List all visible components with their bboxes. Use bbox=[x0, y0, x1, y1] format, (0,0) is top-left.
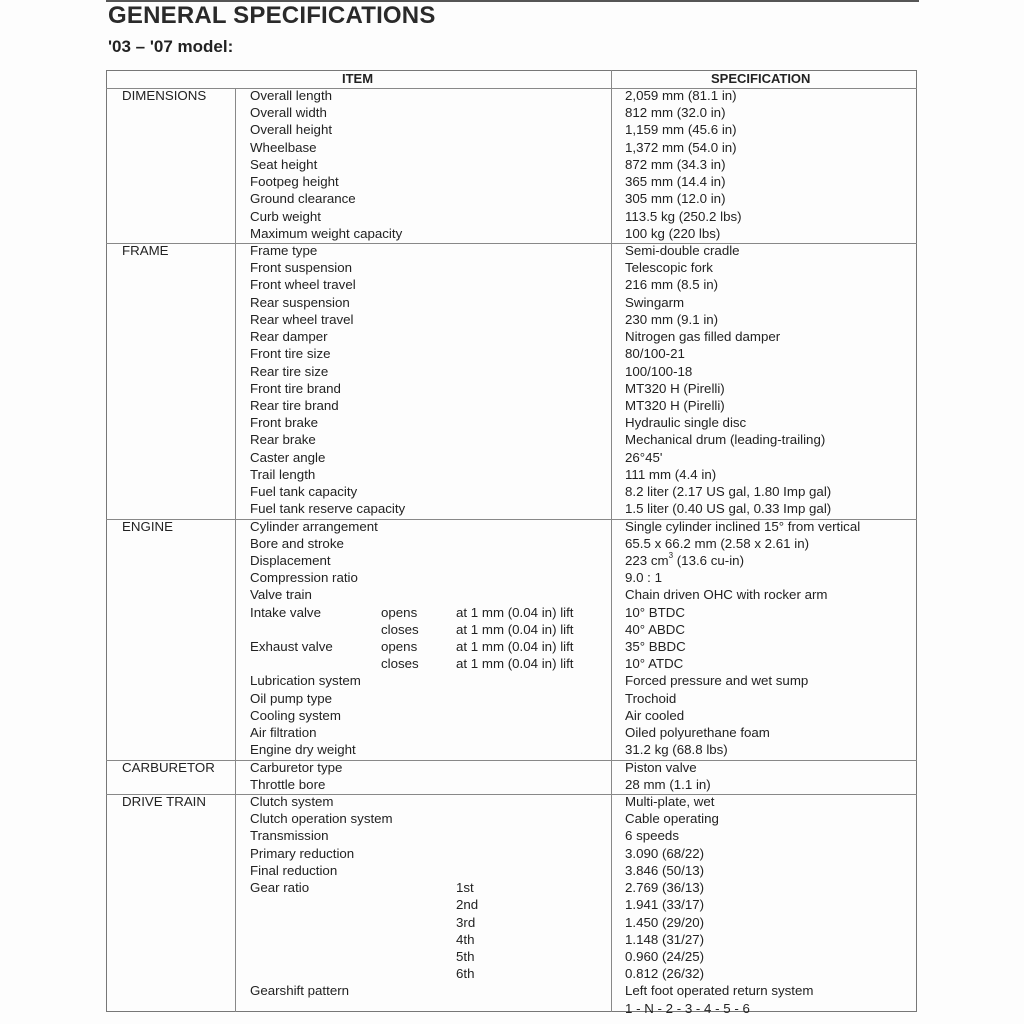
spec-value: Air cooled bbox=[625, 707, 685, 723]
item-label: Overall height bbox=[250, 122, 333, 138]
item-label: Front suspension bbox=[250, 260, 352, 276]
item-label: Gearshift pattern bbox=[250, 983, 350, 999]
spec-value: 365 mm (14.4 in) bbox=[625, 174, 726, 190]
spec-value: Nitrogen gas filled damper bbox=[625, 329, 781, 345]
spec-value: 216 mm (8.5 in) bbox=[625, 277, 719, 293]
category-label: FRAME bbox=[122, 242, 169, 258]
item-label: Fuel tank capacity bbox=[250, 484, 358, 500]
valve-event-label: closes bbox=[381, 656, 419, 672]
valve-lift-label: at 1 mm (0.04 in) lift bbox=[456, 621, 574, 637]
item-label: Valve train bbox=[250, 587, 312, 603]
item-label: Footpeg height bbox=[250, 174, 339, 190]
item-label: Front wheel travel bbox=[250, 277, 356, 293]
gear-label: 5th bbox=[456, 949, 475, 964]
gear-label: 2nd bbox=[456, 897, 479, 913]
spec-value: 26°45' bbox=[625, 449, 663, 465]
spec-value: Left foot operated return system bbox=[625, 983, 814, 999]
page-subtitle: '03 – '07 model: bbox=[108, 37, 234, 56]
spec-value: 8.2 liter (2.17 US gal, 1.80 Imp gal) bbox=[625, 484, 832, 500]
spec-value: 3.090 (68/22) bbox=[625, 845, 705, 861]
spec-value: 1.5 liter (0.40 US gal, 0.33 Imp gal) bbox=[625, 501, 832, 517]
item-label: Air filtration bbox=[250, 725, 317, 741]
item-label: Caster angle bbox=[250, 449, 326, 465]
spec-value: 230 mm (9.1 in) bbox=[625, 311, 719, 327]
item-label: Clutch system bbox=[250, 794, 334, 810]
section-divider bbox=[106, 243, 917, 244]
item-label: Front brake bbox=[250, 415, 318, 431]
item-label: Cylinder arrangement bbox=[250, 518, 378, 534]
valve-event-label: closes bbox=[381, 621, 419, 637]
gear-label: 1st bbox=[456, 880, 474, 896]
spec-value: Telescopic fork bbox=[625, 260, 713, 276]
item-label: Engine dry weight bbox=[250, 742, 356, 758]
spec-value: Hydraulic single disc bbox=[625, 415, 747, 431]
spec-value: Oiled polyurethane foam bbox=[625, 725, 770, 741]
item-label: Oil pump type bbox=[250, 690, 333, 706]
spec-value: 31.2 kg (68.8 lbs) bbox=[625, 742, 728, 758]
item-label: Curb weight bbox=[250, 208, 321, 224]
section-divider bbox=[106, 760, 917, 761]
item-label: Trail length bbox=[250, 466, 316, 482]
item-label: Clutch operation system bbox=[250, 811, 393, 827]
item-label: Overall width bbox=[250, 105, 327, 121]
gear-label: 4th bbox=[456, 931, 475, 947]
category-label: CARBURETOR bbox=[122, 759, 215, 775]
spec-value: 0.812 (26/32) bbox=[625, 966, 705, 982]
item-label: Lubrication system bbox=[250, 673, 361, 689]
item-label: Rear brake bbox=[250, 432, 316, 448]
spec-value: 1,372 mm (54.0 in) bbox=[625, 139, 737, 155]
item-label: Maximum weight capacity bbox=[250, 225, 403, 241]
item-label: Cooling system bbox=[250, 707, 341, 723]
valve-lift-label: at 1 mm (0.04 in) lift bbox=[456, 656, 574, 672]
header-divider bbox=[106, 88, 917, 89]
spec-value: 1.450 (29/20) bbox=[625, 914, 705, 930]
spec-value: Multi-plate, wet bbox=[625, 794, 715, 810]
spec-value: Chain driven OHC with rocker arm bbox=[625, 587, 828, 603]
spec-value: Trochoid bbox=[625, 690, 677, 706]
spec-value: 2,059 mm (81.1 in) bbox=[625, 88, 737, 103]
item-label: Ground clearance bbox=[250, 191, 356, 207]
page-title: GENERAL SPECIFICATIONS bbox=[108, 2, 436, 29]
spec-value: 80/100-21 bbox=[625, 346, 685, 362]
spec-value: 40° ABDC bbox=[625, 621, 686, 637]
item-label: Exhaust valve bbox=[250, 639, 333, 655]
item-label: Gear ratio bbox=[250, 880, 310, 896]
valve-event-label: opens bbox=[381, 604, 418, 620]
spec-value: Forced pressure and wet sump bbox=[625, 673, 809, 689]
item-label: Rear tire brand bbox=[250, 397, 339, 413]
spec-value: MT320 H (Pirelli) bbox=[625, 380, 725, 396]
spec-value: 812 mm (32.0 in) bbox=[625, 105, 726, 121]
category-column-divider bbox=[235, 88, 236, 1012]
spec-value: 100/100-18 bbox=[625, 363, 693, 379]
spec-value: 100 kg (220 lbs) bbox=[625, 225, 721, 241]
valve-event-label: opens bbox=[381, 639, 418, 655]
spec-value: Cable operating bbox=[625, 811, 719, 827]
spec-value: MT320 H (Pirelli) bbox=[625, 397, 725, 413]
category-label: DRIVE TRAIN bbox=[122, 794, 206, 810]
item-label: Final reduction bbox=[250, 862, 338, 878]
spec-value: 3.846 (50/13) bbox=[625, 862, 705, 878]
spec-value: Mechanical drum (leading-trailing) bbox=[625, 432, 826, 448]
item-label: Compression ratio bbox=[250, 570, 358, 586]
spec-value: 305 mm (12.0 in) bbox=[625, 191, 726, 207]
spec-value: Swingarm bbox=[625, 294, 685, 310]
spec-value: 1.148 (31/27) bbox=[625, 931, 705, 947]
spec-column-header: SPECIFICATION bbox=[711, 71, 811, 86]
item-label: Transmission bbox=[250, 828, 329, 844]
spec-value: 111 mm (4.4 in) bbox=[625, 466, 717, 482]
valve-lift-label: at 1 mm (0.04 in) lift bbox=[456, 639, 574, 655]
spec-value: 10° BTDC bbox=[625, 604, 685, 620]
spec-value: 0.960 (24/25) bbox=[625, 949, 705, 964]
category-label: ENGINE bbox=[122, 518, 173, 534]
item-label: Bore and stroke bbox=[250, 535, 344, 551]
category-label: DIMENSIONS bbox=[122, 88, 207, 103]
spec-value: 1,159 mm (45.6 in) bbox=[625, 122, 737, 138]
item-label: Primary reduction bbox=[250, 845, 355, 861]
spec-value: 223 $cm^3$ (13.6 cu-in) bbox=[625, 550, 745, 568]
item-label: Overall length bbox=[250, 88, 333, 103]
spec-value: 2.769 (36/13) bbox=[625, 880, 705, 896]
item-label: Front tire size bbox=[250, 346, 331, 362]
item-label: Rear wheel travel bbox=[250, 311, 354, 327]
item-label: Carburetor type bbox=[250, 759, 343, 775]
item-label: Displacement bbox=[250, 552, 331, 568]
valve-lift-label: at 1 mm (0.04 in) lift bbox=[456, 604, 574, 620]
spec-value: 9.0 : 1 bbox=[625, 570, 662, 586]
item-label: Fuel tank reserve capacity bbox=[250, 501, 406, 517]
spec-value: 113.5 kg (250.2 lbs) bbox=[625, 208, 742, 224]
spec-value: Semi-double cradle bbox=[625, 242, 740, 258]
item-label: Rear tire size bbox=[250, 363, 329, 379]
gear-label: 3rd bbox=[456, 914, 476, 930]
item-label: Frame type bbox=[250, 242, 318, 258]
item-label: Throttle bore bbox=[250, 776, 326, 792]
item-label: Front tire brand bbox=[250, 380, 341, 396]
item-label: Seat height bbox=[250, 156, 318, 172]
section-divider bbox=[106, 794, 917, 795]
spec-value: 1.941 (33/17) bbox=[625, 897, 705, 913]
spec-value: 65.5 x 66.2 mm (2.58 x 2.61 in) bbox=[625, 535, 810, 551]
spec-value: 10° ATDC bbox=[625, 656, 684, 672]
spec-column-divider bbox=[611, 70, 612, 1012]
item-label: Wheelbase bbox=[250, 139, 317, 155]
spec-value: 28 mm (1.1 in) bbox=[625, 776, 711, 792]
item-column-header: ITEM bbox=[342, 71, 374, 86]
item-label: Rear damper bbox=[250, 329, 328, 345]
spec-value: 35° BBDC bbox=[625, 639, 686, 655]
spec-value: 1 - N - 2 - 3 - 4 - 5 - 6 bbox=[625, 1000, 750, 1016]
gear-label: 6th bbox=[456, 966, 475, 982]
spec-value: Piston valve bbox=[625, 759, 697, 775]
spec-value: 6 speeds bbox=[625, 828, 679, 844]
spec-value: Single cylinder inclined 15° from vertical bbox=[625, 518, 861, 534]
item-label: Rear suspension bbox=[250, 294, 350, 310]
spec-value: 872 mm (34.3 in) bbox=[625, 156, 726, 172]
item-label: Intake valve bbox=[250, 604, 321, 620]
